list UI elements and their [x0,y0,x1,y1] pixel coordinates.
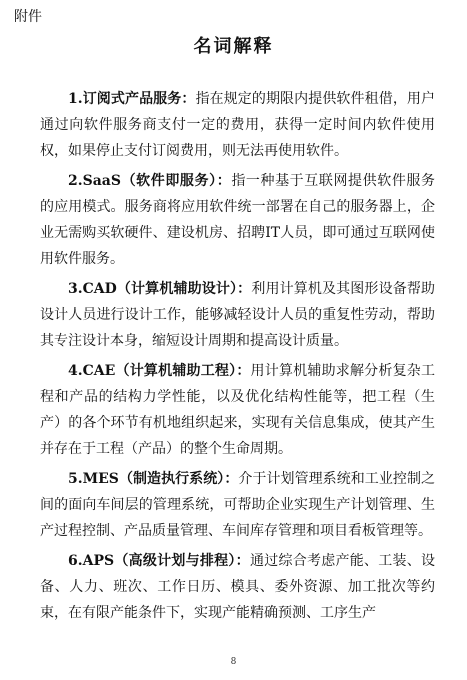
glossary-term: 1.订阅式产品服务： [68,91,196,107]
glossary-definition: 指一种基于互联网提供软件服务的应用模式。服务商将应用软件统一部署在自己的服务器上，企业无需购买软硬件、建设机房、招聘IT人员，即可通过互联网使用软件服务。 [40,173,436,267]
glossary-term: 3.CAD（计算机辅助设计）： [68,281,252,297]
glossary-definition: 通过综合考虑产能、工装、设备、人力、班次、工作日历、模具、委外资源、加工批次等约束，在有限产能条件下，实现产能精确预测、工序生产 [40,553,436,621]
glossary-term: 2.SaaS（软件即服务）： [68,173,232,189]
page-title: 名词解释 [193,36,274,57]
glossary-term: 4.CAE（计算机辅助工程）： [68,363,251,379]
glossary-definition: 介于计划管理系统和工业控制之间的面向车间层的管理系统，可帮助企业实现生产计划管理、生产过程控制、产品质量管理、车间库存管理和项目看板管理等。 [40,471,435,539]
glossary-definition: 指在规定的期限内提供软件租借，用户通过向软件服务商支付一定的费用，获得一定时间内软件使用权，如果停止支付订阅费用，则无法再使用软件。 [40,91,436,159]
glossary-term: 6.APS（高级计划与排程）： [68,553,250,569]
glossary-term: 5.MES（制造执行系统）： [68,471,239,487]
glossary-definition: 用计算机辅助求解分析复杂工程和产品的结构力学性能，以及优化结构性能等，把工程（生产）的各个环节有机地组织起来，实现有关信息集成，使其产生并存在于工程（产品）的整个生命周期。 [40,363,435,457]
attachment-label: 附件 [14,9,42,25]
glossary-body [40,86,435,630]
glossary-entry-mes [40,466,435,544]
page-number: 8 [230,657,237,667]
glossary-entry-subscription [40,86,435,164]
glossary-entry-cad [40,276,435,354]
glossary-definition: 利用计算机及其图形设备帮助设计人员进行设计工作，能够减轻设计人员的重复性劳动，帮助其专注设计本身，缩短设计周期和提高设计质量。 [40,281,435,349]
glossary-entry-cae [40,358,435,462]
glossary-entry-aps [40,548,435,626]
glossary-entry-saas [40,168,435,272]
